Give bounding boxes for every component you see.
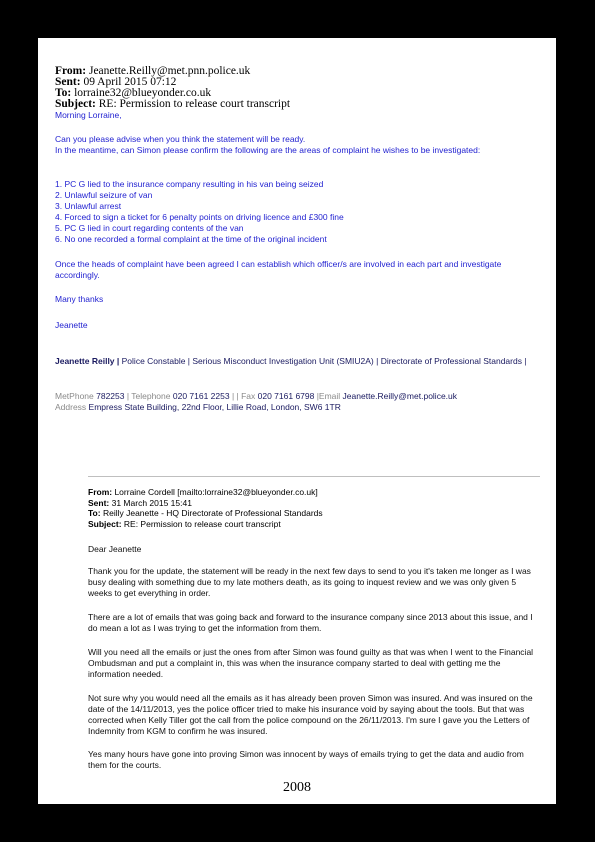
header-sent: Sent: 09 April 2015 07:12 [55, 76, 177, 88]
list-item: 6. No one recorded a formal complaint at the time of the original incident [55, 234, 327, 244]
complaint-list [55, 179, 545, 245]
email1-para2: Once the heads of complaint have been agreed I can establish which officer/s are involved in each part and investigate accordingly. [55, 259, 502, 280]
list-item: 2. Unlawful seizure of van [55, 190, 153, 200]
contact-phone-line: MetPhone 782253 | Telephone 020 7161 2253 | | Fax 020 7161 6798 |Email Jeanette.Reilly@met.police.uk [55, 391, 458, 401]
document-page [38, 38, 556, 804]
email1-intro: Can you please advise when you think the statement will be ready. In the meantime, can Simon please confirm the following are the areas of complaint he wishes to be investigated: [55, 134, 481, 155]
reply-sent: Sent: 31 March 2015 15:41 [88, 497, 192, 508]
list-item: 5. PC G lied in court regarding contents of the van [55, 223, 244, 233]
list-item: 4. Forced to sign a ticket for 6 penalty points on driving licence and £300 fine [55, 212, 344, 222]
reply-to: To: Reilly Jeanette - HQ Directorate of Professional Standards [88, 508, 323, 518]
email1-signoff: Jeanette [55, 320, 88, 330]
email2-greeting: Dear Jeanette [88, 544, 142, 554]
email2-para1: Thank you for the update, the statement will be ready in the next few days to send to you it's taken me longer as I was busy dealing with something due to my late mothers death, as its going to inquest review and we was only given 5 weeks to get everything in order. [88, 566, 531, 598]
header-subject: Subject: RE: Permission to release court transcript [55, 98, 291, 110]
list-item: 3. Unlawful arrest [55, 201, 122, 211]
contact-address-line: Address Empress State Building, 22nd Floor, Lillie Road, London, SW6 1TR [55, 402, 341, 412]
reply-subject: Subject: RE: Permission to release court transcript [88, 518, 281, 529]
email2-para2: There are a lot of emails that was going back and forward to the insurance company since 2013 about this issue, and I do mean a lot as I was trying to get the information from them. [88, 612, 533, 633]
email1-thanks: Many thanks [55, 294, 104, 304]
email2-para4: Not sure why you would need all the emails as it has already been proven Simon was insured. And was insured on the date of the 14/11/2013, yes the police officer tried to make his insurance void by saying about the tools. But that was corrected when Kelly Tiller got the call from the police compound on the 26/11/2013. I'm sure I gave you the Letters of Indemnity from KGM to confirm he was insured. [88, 693, 533, 736]
email1-greeting: Morning Lorraine, [55, 110, 122, 120]
email-header [55, 66, 545, 110]
email2-para5: Yes many hours have gone into proving Simon was innocent by ways of emails trying to get the data and audio from them for the courts. [88, 749, 524, 770]
reply-from: From: Lorraine Cordell [mailto:lorraine32@blueyonder.co.uk] [88, 487, 318, 497]
signature-block: Jeanette Reilly | Police Constable | Serious Misconduct Investigation Unit (SMIU2A) | Directorate of Professional Standards | [55, 356, 527, 366]
header-to: To: lorraine32@blueyonder.co.uk [55, 87, 212, 99]
contact-details [55, 391, 545, 413]
email2-para3: Will you need all the emails or just the ones from after Simon was found guilty as that was when I went to the Financial Ombudsman and put a complaint in, this was when the insurance company started to deal with getting me the information needed. [88, 647, 534, 679]
header-from: From: Jeanette.Reilly@met.pnn.police.uk [55, 65, 251, 77]
reply-divider [88, 476, 540, 477]
list-item: 1. PC G lied to the insurance company resulting in his van being seized [55, 179, 324, 189]
reply-header [88, 487, 540, 529]
page-number: 2008 [283, 780, 311, 795]
